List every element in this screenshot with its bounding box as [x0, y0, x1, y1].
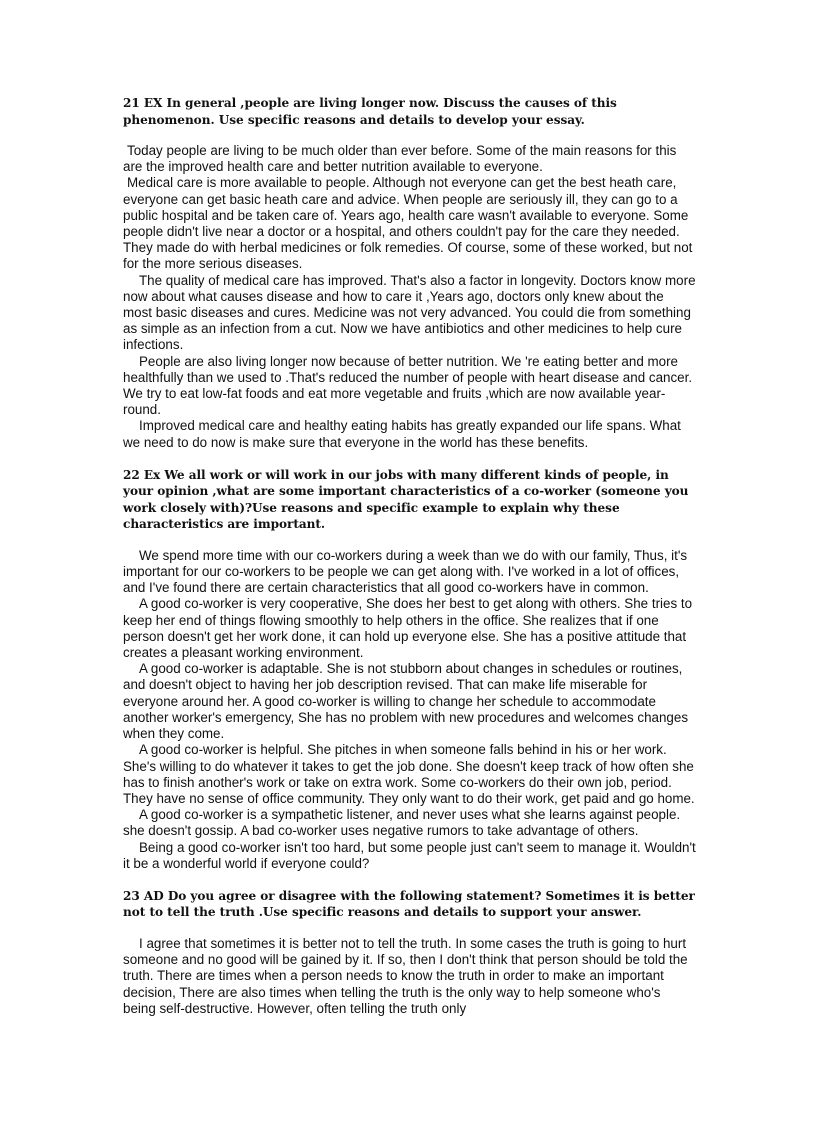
essay-body-21 [123, 143, 696, 451]
paragraph: I agree that sometimes it is better not to tell the truth. In some cases the truth is going to hurt someone and no good will be gained by it. If so, then I don't think that person should be told the truth. There are times when a person needs to know the truth in order to make an important decision, There are also times when telling the truth is the only way to help someone who's being self-destructive. However, often telling the truth only [123, 935, 688, 1016]
essay-heading-21: 21 EX In general ,people are living longer now. Discuss the causes of this phenomenon. Use specific reasons and details to develop your essay. [123, 96, 617, 127]
paragraph: Medical care is more available to people. Although not everyone can get the best heath care, everyone can get basic heath care and advice. When people are seriously ill, they can go to a public hospital and be taken care of. Years ago, health care wasn't available to everyone. Some people didn't live near a doctor or a hospital, and others couldn't pay for the care they needed. They made do with herbal medicines or folk remedies. Of course, some of these worked, but not for the more serious diseases. [123, 175, 693, 272]
paragraph: The quality of medical care has improved. That's also a factor in longevity. Doctors know more now about what causes disease and how to care it ,Years ago, doctors only knew about the most basic diseases and cures. Medicine was not very advanced. You could die from something as simple as an infection from a cut. Now we have antibiotics and other medicines to help cure infections. [123, 272, 696, 353]
paragraph: Today people are living to be much older than ever before. Some of the main reasons for this are the improved health care and better nutrition available to everyone. [123, 143, 677, 175]
essay-body-23 [123, 936, 696, 1017]
paragraph: A good co-worker is helpful. She pitches in when someone falls behind in his or her work. She's willing to do whatever it takes to get the job done. She doesn't keep track of how often she has to finish another's work or take on extra work. Some co-workers do their own job, period. They have no sense of office community. They only want to do their work, get paid and go home. [123, 742, 695, 806]
paragraph: People are also living longer now because of better nutrition. We 're eating better and more healthfully than we used to .That's reduced the number of people with heart disease and cancer. We try to eat low-fat foods and eat more vegetable and fruits ,which are now available year-round. [123, 353, 693, 418]
paragraph: A good co-worker is adaptable. She is not stubborn about changes in schedules or routines, and doesn't object to having her job description revised. That can make life miserable for everyone around her. A good co-worker is willing to change her schedule to accommodate another worker's emergency, She has no problem with new procedures and welcomes changes when they come. [123, 661, 689, 742]
essay-section-21 [123, 95, 696, 451]
essay-section-22 [123, 467, 696, 872]
paragraph: A good co-worker is a sympathetic listener, and never uses what she learns against people. she doesn't gossip. A bad co-worker uses negative rumors to take advantage of others. [123, 807, 681, 839]
essay-heading-23: 23 AD Do you agree or disagree with the following statement? Sometimes it is better not to tell the truth .Use specific reasons and details to support your answer. [123, 888, 695, 920]
paragraph: Improved medical care and healthy eating habits has greatly expanded our life spans. What we need to do now is make sure that everyone in the world has these benefits. [123, 418, 681, 450]
document-page [123, 95, 696, 1017]
paragraph: Being a good co-worker isn't too hard, but some people just can't seem to manage it. Wouldn't it be a wonderful world if everyone could? [123, 839, 696, 871]
essay-body-22 [123, 548, 696, 872]
essay-section-23 [123, 888, 696, 1017]
essay-heading-22: 22 Ex We all work or will work in our jobs with many different kinds of people, in your opinion ,what are some important characteristics of a co-worker (someone you work closely with)?Use reasons and specific example to explain why these characteristics are important. [123, 467, 689, 532]
paragraph: A good co-worker is very cooperative, She does her best to get along with others. She tries to keep her end of things flowing smoothly to help others in the office. She realizes that if one person doesn't get her work done, it can hold up everyone else. She has a positive attitude that creates a pleasant working environment. [123, 596, 693, 661]
paragraph: We spend more time with our co-workers during a week than we do with our family, Thus, it's important for our co-workers to be people we can get along with. I've worked in a lot of offices, and I've found there are certain characteristics that all good co-workers have in common. [123, 547, 688, 596]
